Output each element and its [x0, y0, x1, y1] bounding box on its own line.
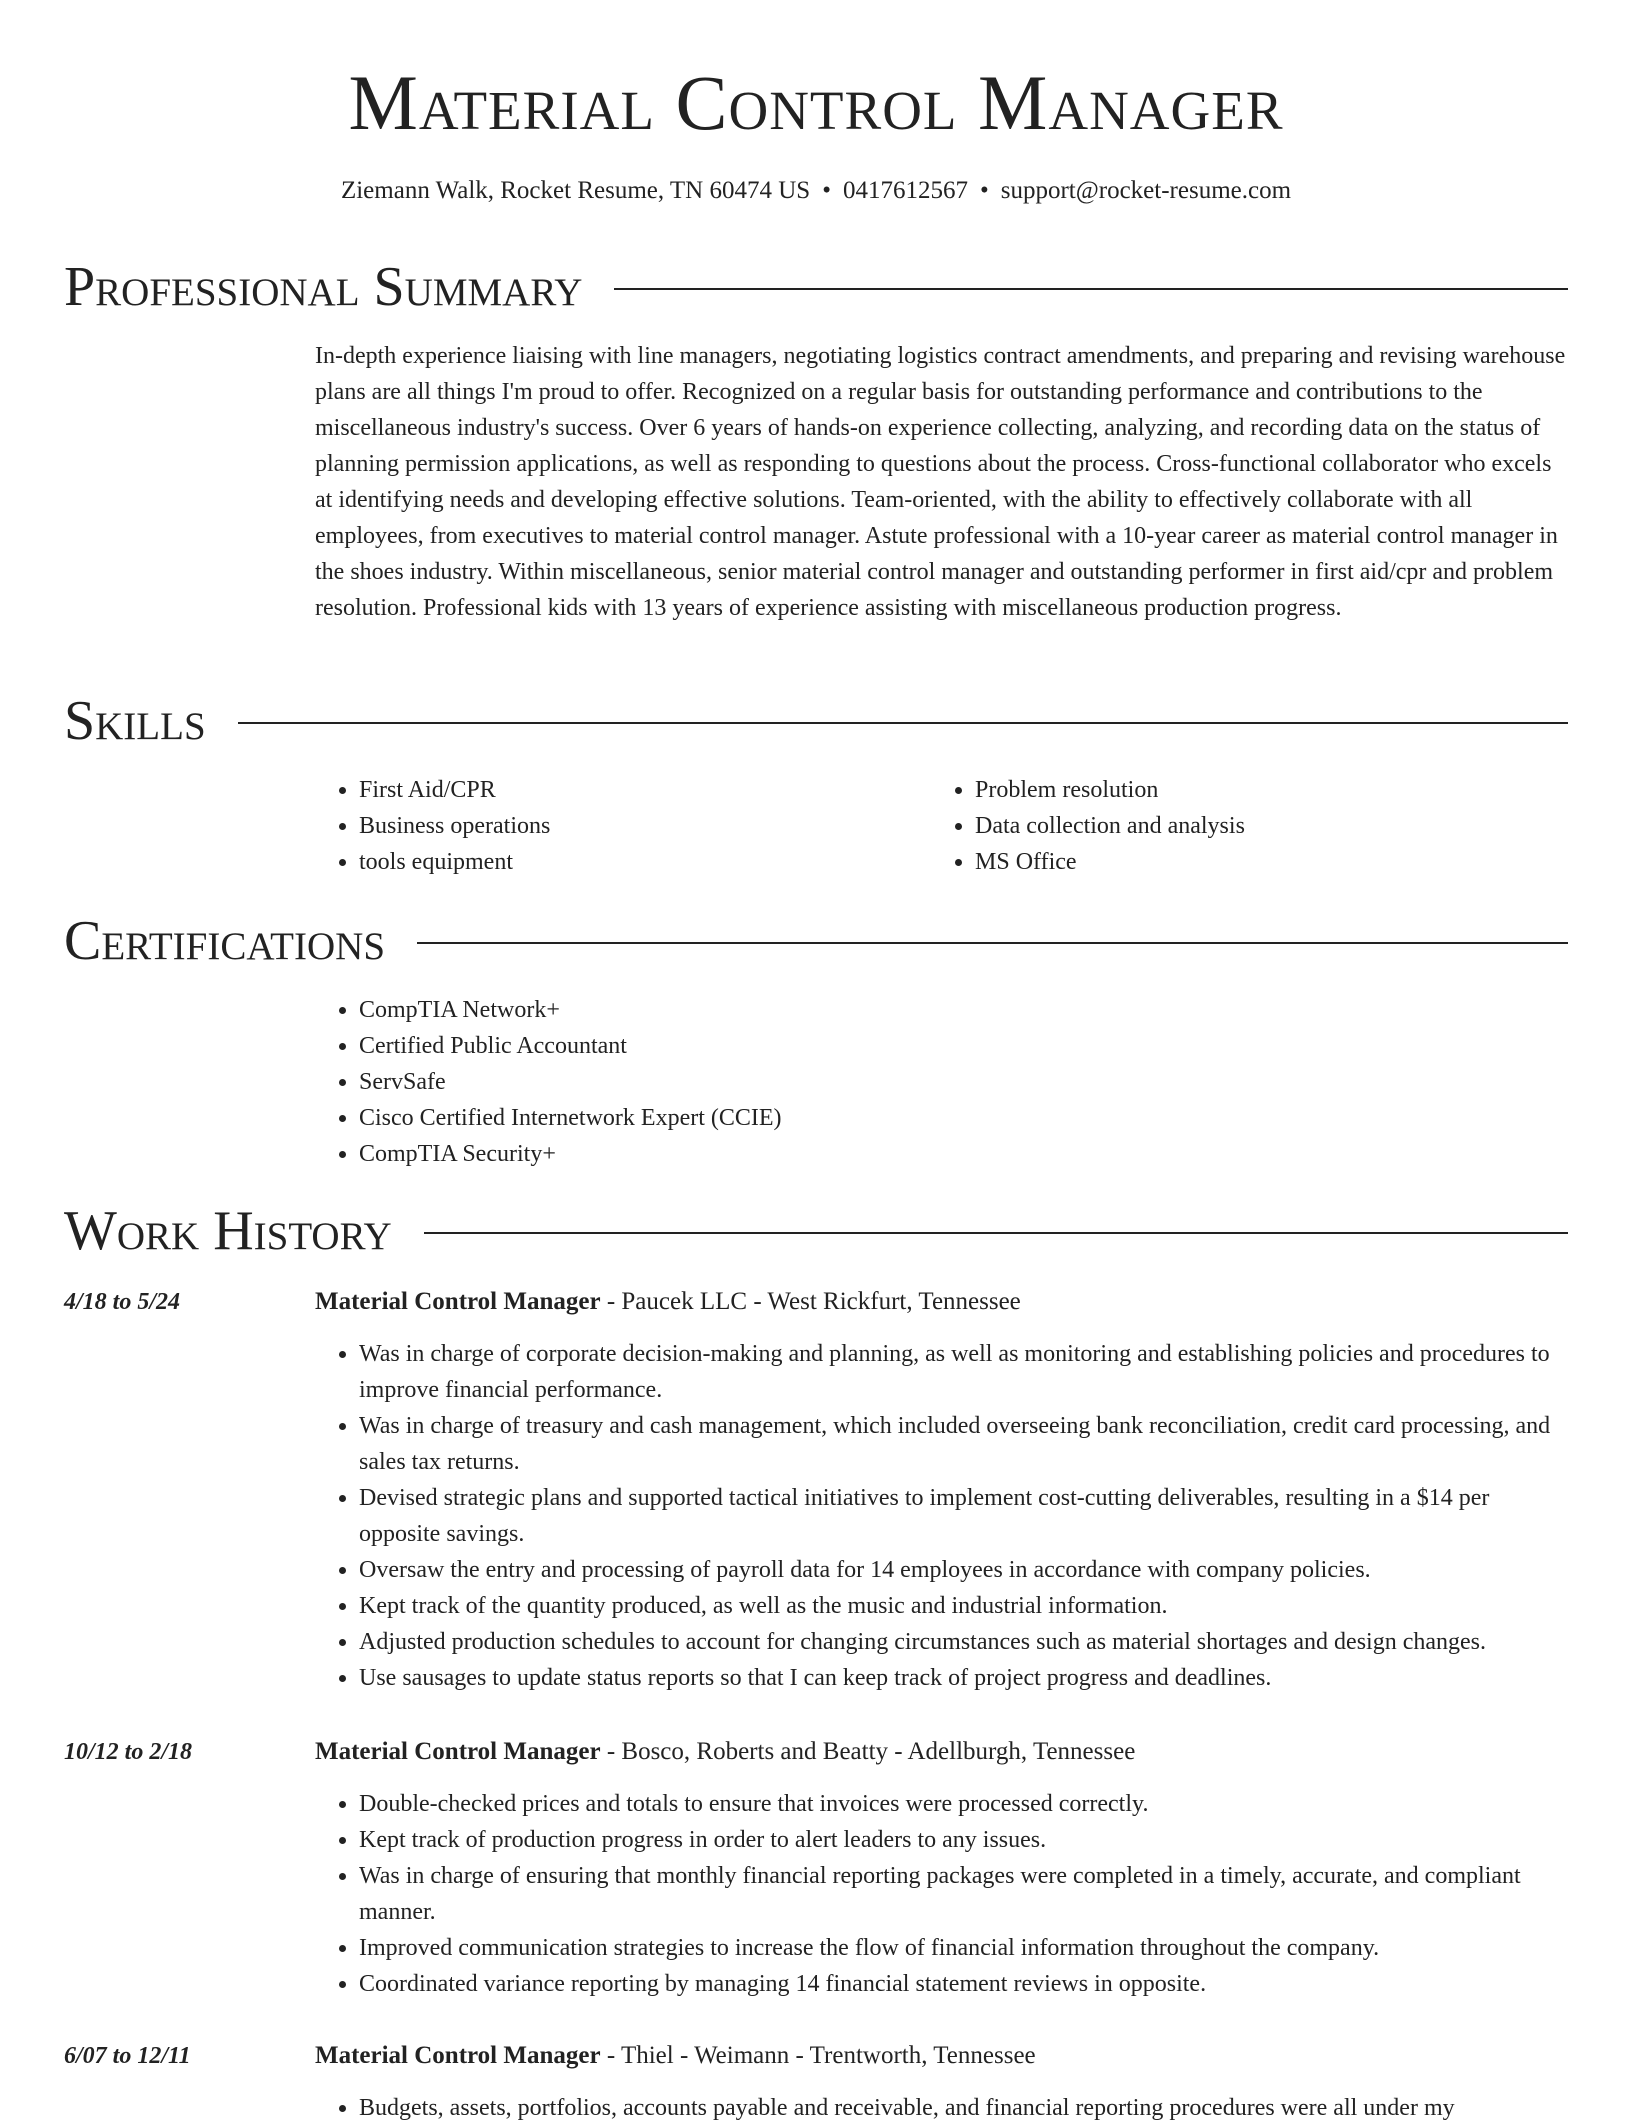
job-bullet: • Was in charge of corporate decision-making and planning, as well as monitoring and establishing policies and procedures to improve financial performance. [359, 1336, 1568, 1408]
candidate-name: Material Control Manager [348, 59, 1284, 146]
skills-heading: Skills [64, 690, 206, 752]
job-bullet: • Coordinated variance reporting by managing 14 financial statement reviews in opposite. [359, 1966, 1568, 2002]
job-title-line [315, 1284, 1568, 1320]
job-bullet: • Double-checked prices and totals to ensure that invoices were processed correctly. [359, 1786, 1568, 1822]
skills-left-column [315, 772, 915, 880]
skill-item: • MS Office [975, 844, 1531, 880]
job-bullet: • Kept track of the quantity produced, as well as the music and industrial information. [359, 1588, 1568, 1624]
job-title: Material Control Manager [315, 2042, 601, 2069]
job-bullet: • Adjusted production schedules to account for changing circumstances such as material shortages and design changes. [359, 1624, 1568, 1660]
section-divider [417, 942, 1568, 944]
skill-item: • Problem resolution [975, 772, 1531, 808]
job-company: - Paucek LLC - West Rickfurt, Tennessee [600, 1288, 1021, 1315]
job-title-line [315, 1734, 1568, 1770]
job-bullets [315, 1786, 1568, 2002]
certification-item: • Certified Public Accountant [359, 1028, 1568, 1064]
skill-item: • First Aid/CPR [359, 772, 915, 808]
job-company: - Thiel - Weimann - Trentworth, Tennessee [600, 2042, 1036, 2069]
job-bullet: • Use sausages to update status reports so that I can keep track of project progress and deadlines. [359, 1660, 1568, 1696]
job-bullet: • Budgets, assets, portfolios, accounts payable and receivable, and financial reporting procedures were all under my [359, 2090, 1568, 2126]
contact-phone: 0417612567 [842, 177, 968, 204]
skill-item: • tools equipment [359, 844, 915, 880]
job-dates: 10/12 to 2/18 [64, 1739, 193, 1765]
contact-email[interactable]: support@rocket-resume.com [1000, 177, 1292, 204]
contact-separator: • [979, 177, 989, 204]
section-divider [424, 1232, 1568, 1234]
summary-text: In-depth experience liaising with line managers, negotiating logistics contract amendments, and preparing and revising warehouse plans are all things I'm proud to offer. Recognized on a regular basis for outstanding performance and contributions to the miscellaneous industry's success. Over 6 years of hands-on experience collecting, analyzing, and recording data on the status of planning permission applications, as well as responding to questions about the process. Cross-functional collaborator who excels at identifying needs and developing effective solutions. Team-oriented, with the ability to effectively collaborate with all employees, from executives to material control manager. Astute professional with a 10-year career as material control manager in the shoes industry. Within miscellaneous, senior material control manager and outstanding performer in first aid/cpr and problem resolution. Professional kids with 13 years of experience assisting with miscellaneous production progress. [315, 343, 1566, 621]
section-divider [238, 722, 1568, 724]
contact-separator: • [822, 177, 831, 204]
job-title: Material Control Manager [315, 1738, 601, 1765]
job-company: - Bosco, Roberts and Beatty - Adellburgh, Tennessee [600, 1738, 1136, 1765]
certifications-block [315, 992, 1568, 1172]
contact-address: Ziemann Walk, Rocket Resume, TN 60474 US [340, 177, 811, 204]
work-history-section-header [64, 1198, 1568, 1264]
contact-line [0, 176, 1632, 206]
skill-item: • Business operations [359, 808, 915, 844]
section-divider [614, 288, 1568, 290]
skills-right-column [931, 772, 1531, 880]
job-bullet: • Oversaw the entry and processing of payroll data for 14 employees in accordance with company policies. [359, 1552, 1568, 1588]
certification-item: • CompTIA Network+ [359, 992, 1568, 1028]
skills-list-right [931, 772, 1531, 880]
certification-item: • Cisco Certified Internetwork Expert (CCIE) [359, 1100, 1568, 1136]
job-dates: 4/18 to 5/24 [64, 1289, 181, 1315]
skill-item: • Data collection and analysis [975, 808, 1531, 844]
summary-section-header [64, 254, 1568, 320]
skills-list-left [315, 772, 915, 880]
job-title: Material Control Manager [315, 1288, 601, 1315]
job-bullet: • Was in charge of treasury and cash management, which included overseeing bank reconciliation, credit card processing, and sales tax returns. [359, 1408, 1568, 1480]
skills-section-header [64, 688, 1568, 754]
job-bullet: • Improved communication strategies to increase the flow of financial information throughout the company. [359, 1930, 1568, 1966]
job-dates: 6/07 to 12/11 [64, 2043, 191, 2069]
job-bullet: • Devised strategic plans and supported tactical initiatives to implement cost-cutting deliverables, resulting in a $14 per opposite savings. [359, 1480, 1568, 1552]
job-bullet: • Kept track of production progress in order to alert leaders to any issues. [359, 1822, 1568, 1858]
certifications-list [315, 992, 1568, 1172]
summary-heading: Professional Summary [64, 256, 583, 318]
certifications-heading: Certifications [64, 910, 386, 972]
certification-item: • CompTIA Security+ [359, 1136, 1568, 1172]
certification-item: • ServSafe [359, 1064, 1568, 1100]
job-title-line [315, 2038, 1568, 2074]
job-bullet: • Was in charge of ensuring that monthly financial reporting packages were completed in a timely, accurate, and compliant manner. [359, 1858, 1568, 1930]
certifications-section-header [64, 908, 1568, 974]
work-history-heading: Work History [64, 1200, 392, 1262]
job-bullets [315, 1336, 1568, 1696]
job-bullets [315, 2090, 1568, 2126]
